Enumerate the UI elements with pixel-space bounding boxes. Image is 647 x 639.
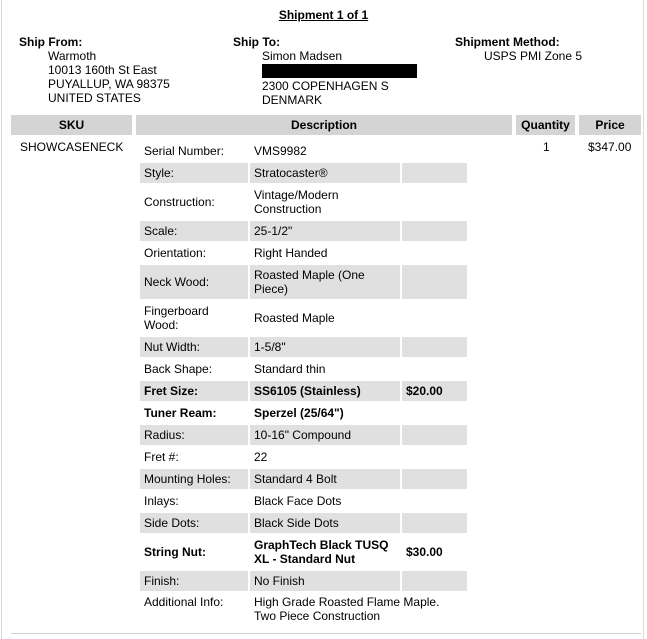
spec-extra	[402, 163, 467, 183]
spec-extra	[402, 513, 467, 533]
spec-extra	[402, 185, 467, 219]
spec-value: Roasted Maple (One Piece)	[250, 265, 400, 299]
spec-value: 10-16" Compound	[250, 425, 400, 445]
ship-from-line-1: Warmoth	[48, 49, 97, 63]
spec-label: Style:	[140, 163, 248, 183]
spec-extra	[402, 141, 467, 161]
ship-from-line-2: 10013 160th St East	[48, 63, 157, 77]
spec-row-neck-wood	[140, 265, 467, 299]
spec-label: Additional Info:	[144, 595, 224, 609]
ship-to-city: 2300 COPENHAGEN S	[262, 79, 389, 93]
spec-label: Tuner Ream:	[144, 406, 217, 420]
spec-label: Fingerboard Wood:	[144, 304, 209, 332]
spec-extra	[402, 469, 467, 489]
shipment-method-value: USPS PMI Zone 5	[484, 49, 583, 63]
header-price: Price	[579, 115, 641, 135]
frame-left-border	[1, 0, 2, 639]
spec-label: Back Shape:	[144, 362, 213, 376]
shipment-method-label: Shipment Method:	[455, 35, 560, 49]
spec-value: High Grade Roasted Flame Maple. Two Piece Construction	[254, 595, 440, 623]
spec-row-construction	[140, 185, 467, 219]
spec-row-tuner-ream	[140, 403, 467, 423]
spec-extra	[402, 301, 467, 335]
spec-value: Sperzel (25/64")	[254, 406, 344, 420]
spec-value: Standard thin	[254, 362, 326, 376]
ship-to-country: DENMARK	[262, 93, 323, 107]
spec-table	[140, 141, 467, 629]
spec-row-side-dots	[140, 513, 467, 533]
spec-label: Nut Width:	[140, 337, 248, 357]
spec-extra	[402, 403, 467, 423]
spec-row-inlays	[140, 491, 467, 511]
spec-row-fret-count	[140, 447, 467, 467]
spec-value: 22	[254, 450, 268, 464]
frame-right-border	[643, 0, 644, 639]
spec-row-back-shape	[140, 359, 467, 379]
spec-extra	[402, 337, 467, 357]
spec-row-radius	[140, 425, 467, 445]
spec-label: Neck Wood:	[140, 265, 248, 299]
spec-row-orientation	[140, 243, 467, 263]
spec-extra: $20.00	[402, 381, 467, 401]
spec-label: Mounting Holes:	[140, 469, 248, 489]
spec-row-finish	[140, 571, 467, 591]
spec-label: Fret Size:	[140, 381, 248, 401]
redacted-address-bar	[262, 64, 417, 78]
ship-from-line-4: UNITED STATES	[48, 91, 141, 105]
spec-label: Construction:	[144, 195, 215, 209]
quantity-value: 1	[543, 140, 550, 154]
spec-label: Scale:	[140, 221, 248, 241]
sku-value: SHOWCASENECK	[20, 140, 124, 154]
spec-label: Orientation:	[144, 246, 207, 260]
spec-label: Inlays:	[144, 494, 179, 508]
ship-from-label: Ship From:	[19, 35, 83, 49]
spec-value: 1-5/8"	[250, 337, 400, 357]
ship-to-name: Simon Madsen	[262, 49, 343, 63]
spec-extra	[402, 571, 467, 591]
spec-value: GraphTech Black TUSQ XL - Standard Nut	[254, 538, 389, 566]
spec-row-additional-info	[140, 593, 467, 627]
spec-label: Radius:	[140, 425, 248, 445]
ship-to-label: Ship To:	[233, 35, 281, 49]
spec-value: Stratocaster®	[250, 163, 400, 183]
header-sku: SKU	[11, 115, 132, 135]
spec-value: Black Side Dots	[250, 513, 400, 533]
spec-value: Right Handed	[254, 246, 328, 260]
ship-from-block	[19, 35, 170, 105]
spec-value: 25-1/2"	[250, 221, 400, 241]
spec-extra: $30.00	[406, 545, 443, 559]
spec-extra	[402, 359, 467, 379]
spec-extra	[402, 425, 467, 445]
shipment-method-block	[455, 35, 582, 63]
spec-extra	[402, 447, 467, 467]
shipment-title: Shipment 1 of 1	[278, 8, 369, 22]
spec-row-scale	[140, 221, 467, 241]
spec-label: Side Dots:	[140, 513, 248, 533]
ship-from-line-3: PUYALLUP, WA 98375	[48, 77, 170, 91]
table-bottom-border	[11, 633, 641, 634]
spec-row-fret-size	[140, 381, 467, 401]
header-quantity: Quantity	[516, 115, 575, 135]
spec-extra	[402, 491, 467, 511]
spec-row-mounting-holes	[140, 469, 467, 489]
spec-label: Finish:	[140, 571, 248, 591]
spec-extra	[402, 265, 467, 299]
spec-label: Serial Number:	[144, 144, 225, 158]
spec-value: Standard 4 Bolt	[250, 469, 400, 489]
ship-to-block	[233, 35, 417, 107]
spec-row-serial-number	[140, 141, 467, 161]
spec-label: String Nut:	[144, 545, 206, 559]
spec-value: Black Face Dots	[254, 494, 342, 508]
spec-row-nut-width	[140, 337, 467, 357]
spec-extra	[402, 243, 467, 263]
spec-value: Roasted Maple	[254, 311, 335, 325]
spec-extra	[402, 221, 467, 241]
header-description: Description	[136, 115, 512, 135]
spec-value: SS6105 (Stainless)	[250, 381, 400, 401]
price-value: $347.00	[588, 140, 632, 154]
spec-value: VMS9982	[254, 144, 307, 158]
spec-label: Fret #:	[144, 450, 179, 464]
spec-row-style	[140, 163, 467, 183]
spec-row-string-nut	[140, 535, 467, 569]
spec-row-fingerboard-wood	[140, 301, 467, 335]
spec-value: Vintage/Modern Construction	[254, 188, 339, 216]
spec-value: No Finish	[250, 571, 400, 591]
